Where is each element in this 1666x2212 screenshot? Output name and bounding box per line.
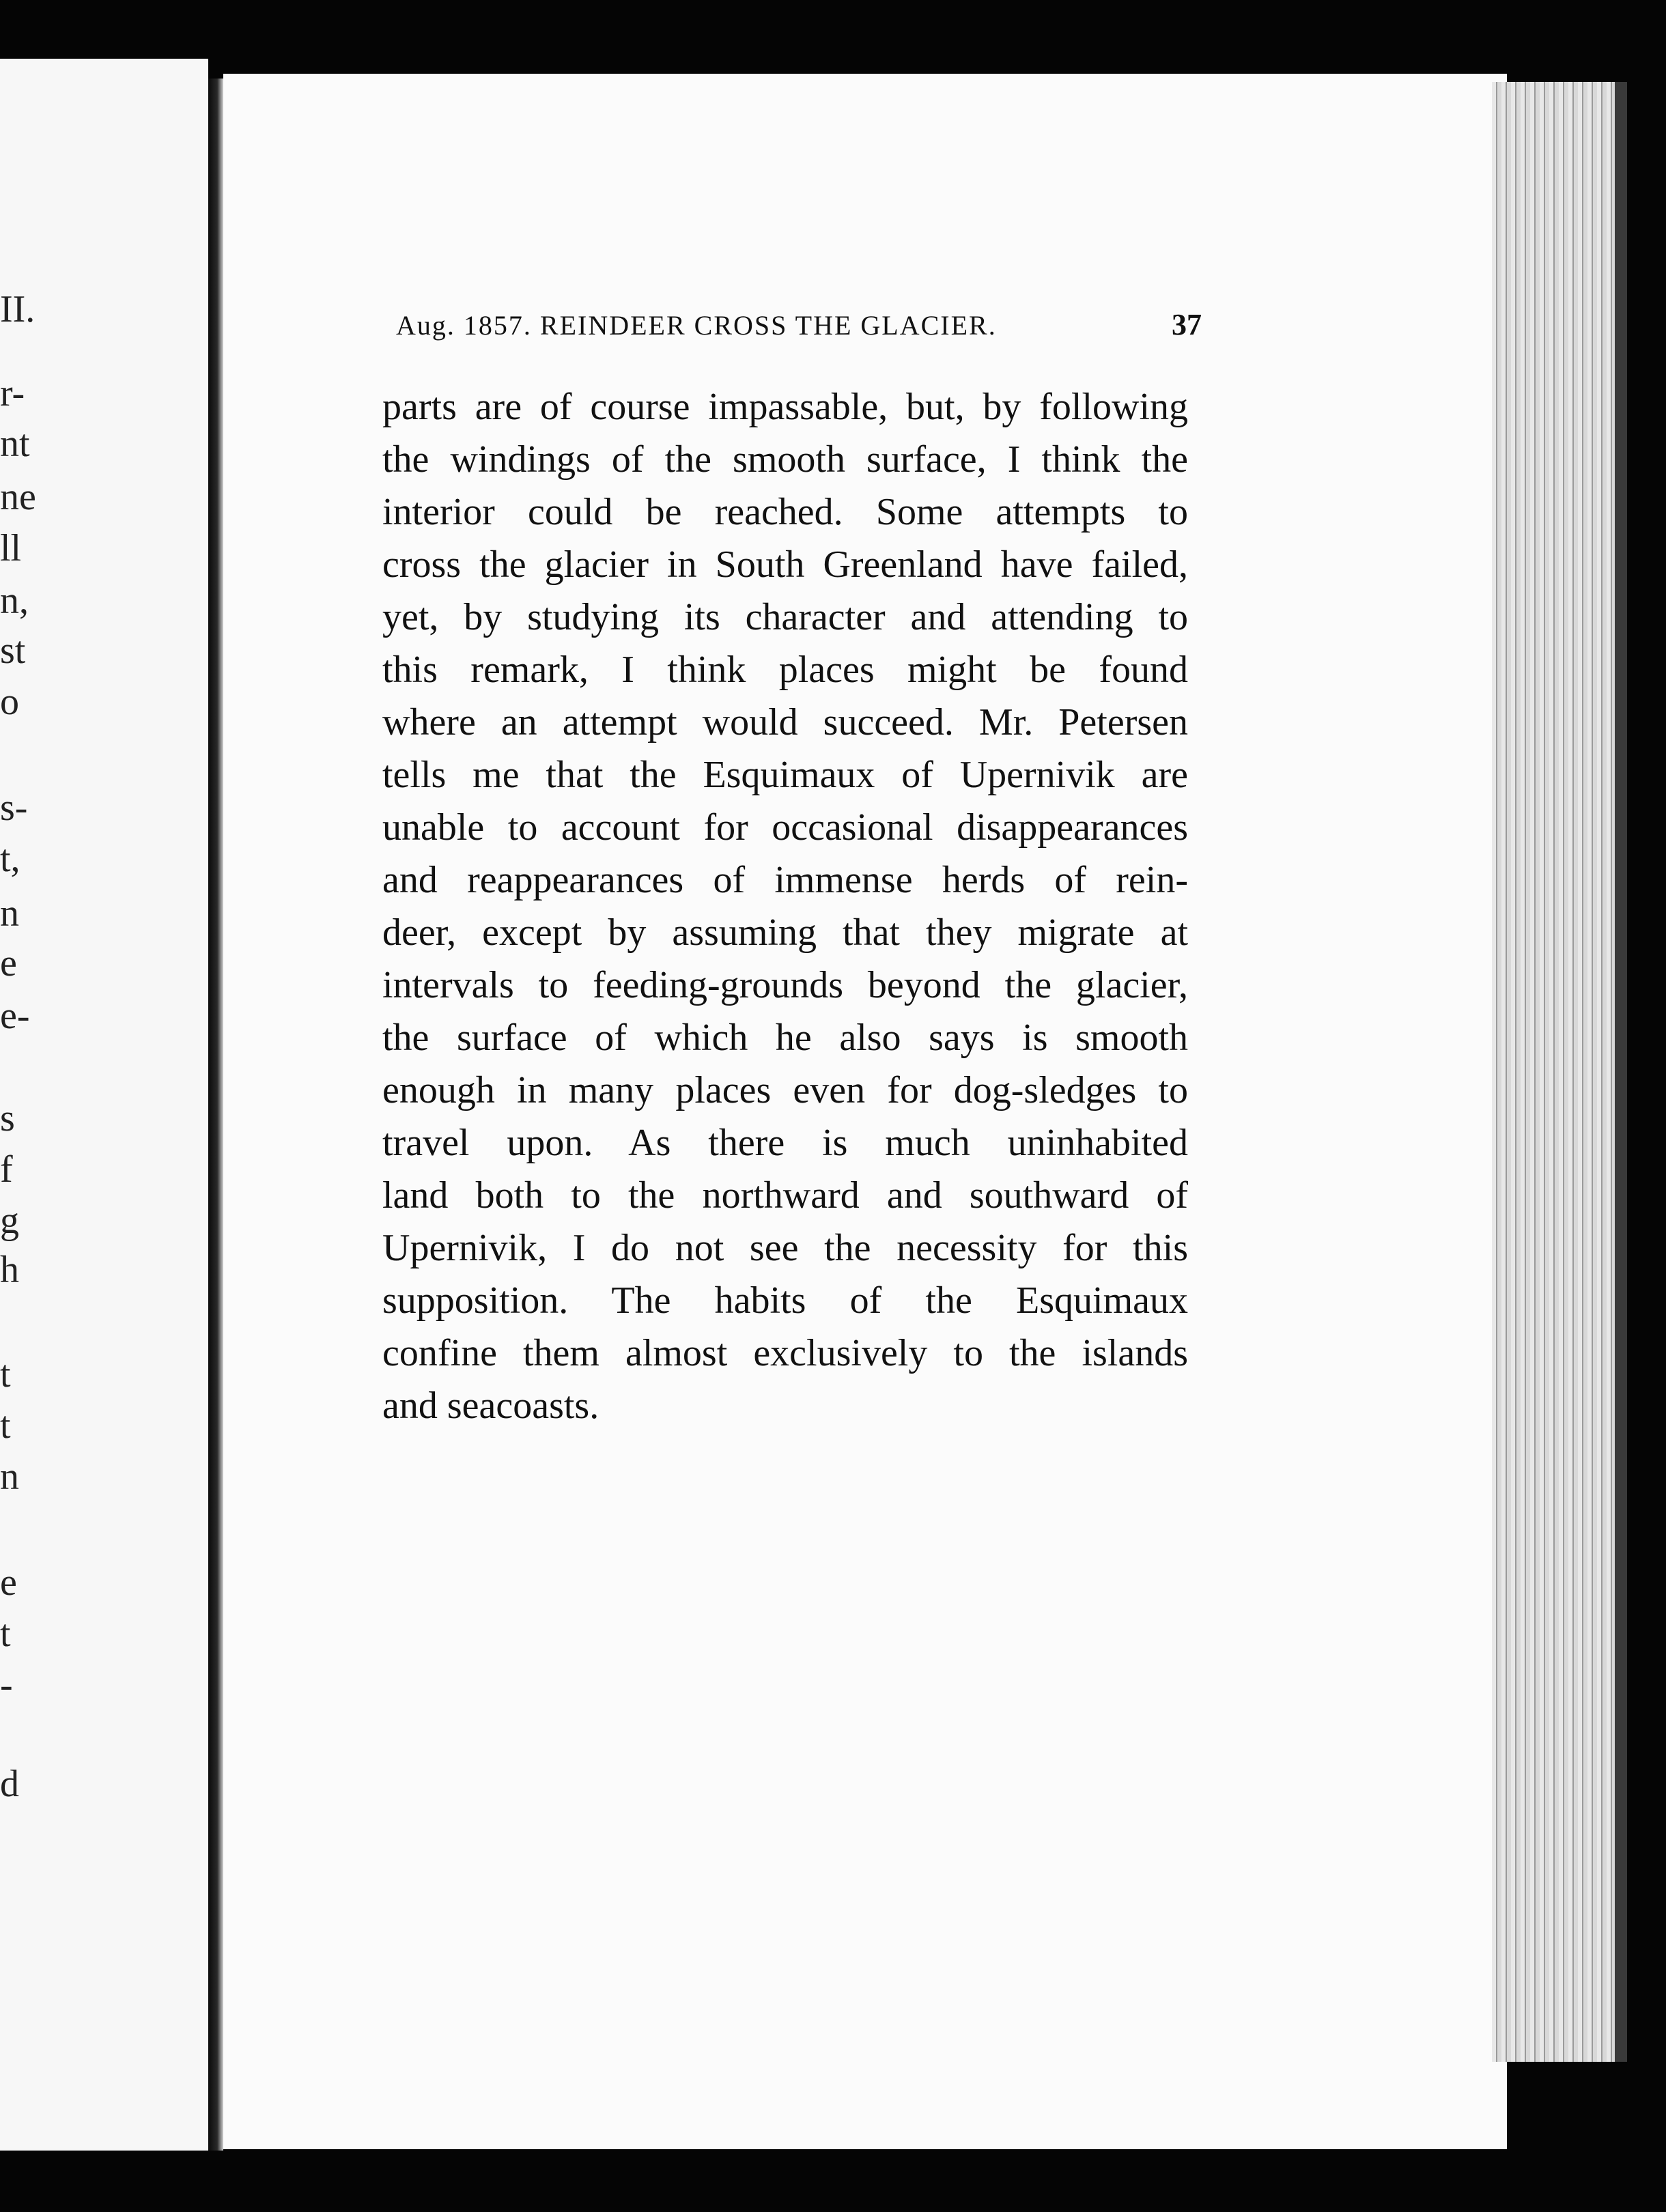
text-line: tells me that the Esquimaux of Upernivik are <box>382 754 1188 796</box>
text-line: unable to account for occasional disappearances <box>382 806 1188 849</box>
text-line: land both to the northward and southward of <box>382 1174 1188 1217</box>
left-page-fragment: nt <box>0 423 30 465</box>
left-page-fragment: t <box>0 1353 11 1395</box>
left-page-fragment: h <box>0 1249 19 1291</box>
text-line: confine them almost exclusively to the islands <box>382 1332 1188 1374</box>
text-line: cross the glacier in South Greenland have failed, <box>382 543 1188 586</box>
text-line: travel upon. As there is much uninhabited <box>382 1122 1188 1164</box>
text-line: and reappearances of immense herds of rein- <box>382 859 1188 901</box>
left-page-fragment: n <box>0 892 19 935</box>
body-text <box>382 381 1188 1432</box>
left-page-fragment: ll <box>0 527 22 569</box>
left-page-fragment: t <box>0 1613 11 1655</box>
left-page-fragment: t <box>0 1404 11 1447</box>
text-line: enough in many places even for dog-sledges to <box>382 1069 1188 1111</box>
left-page-fragment: st <box>0 629 26 672</box>
left-page-fragment: s- <box>0 786 28 829</box>
text-line: supposition. The habits of the Esquimaux <box>382 1279 1188 1322</box>
text-line: intervals to feeding-grounds beyond the glacier, <box>382 964 1188 1006</box>
left-page-fragment: e <box>0 1561 17 1604</box>
running-head-title: Aug. 1857. REINDEER CROSS THE GLACIER. <box>396 310 997 341</box>
page-edges <box>1492 82 1627 2062</box>
running-head <box>396 307 1202 342</box>
left-page-fragment: n <box>0 1456 19 1498</box>
left-page-fragment: e <box>0 942 17 984</box>
left-page-fragment: s <box>0 1097 15 1139</box>
left-page-fragment: d <box>0 1763 19 1805</box>
text-line: the windings of the smooth surface, I think the <box>382 438 1188 481</box>
page-number: 37 <box>1172 308 1202 341</box>
left-page-fragment: - <box>0 1664 13 1706</box>
left-page-fragment: o <box>0 681 19 723</box>
left-page-fragment: t, <box>0 838 20 880</box>
text-line: the surface of which he also says is smooth <box>382 1017 1188 1059</box>
left-page-fragment: g <box>0 1200 19 1242</box>
text-line: parts are of course impassable, but, by following <box>382 386 1188 428</box>
text-line: this remark, I think places might be found <box>382 649 1188 691</box>
text-line: and seacoasts. <box>382 1385 599 1427</box>
left-page-fragment: r- <box>0 372 25 414</box>
left-page-fragment: n, <box>0 580 29 622</box>
text-line: yet, by studying its character and attending to <box>382 596 1188 638</box>
text-line: where an attempt would succeed. Mr. Petersen <box>382 701 1188 743</box>
text-line: deer, except by assuming that they migrate at <box>382 911 1188 954</box>
left-page-fragment: f <box>0 1148 13 1191</box>
previous-page-edge <box>0 59 208 2151</box>
text-line: interior could be reached. Some attempts to <box>382 491 1188 533</box>
text-line: Upernivik, I do not see the necessity for this <box>382 1227 1188 1269</box>
book-gutter <box>208 79 223 2151</box>
left-page-fragment: ne <box>0 476 36 518</box>
left-page-fragment: II. <box>0 288 36 330</box>
left-page-fragment: e- <box>0 995 30 1037</box>
